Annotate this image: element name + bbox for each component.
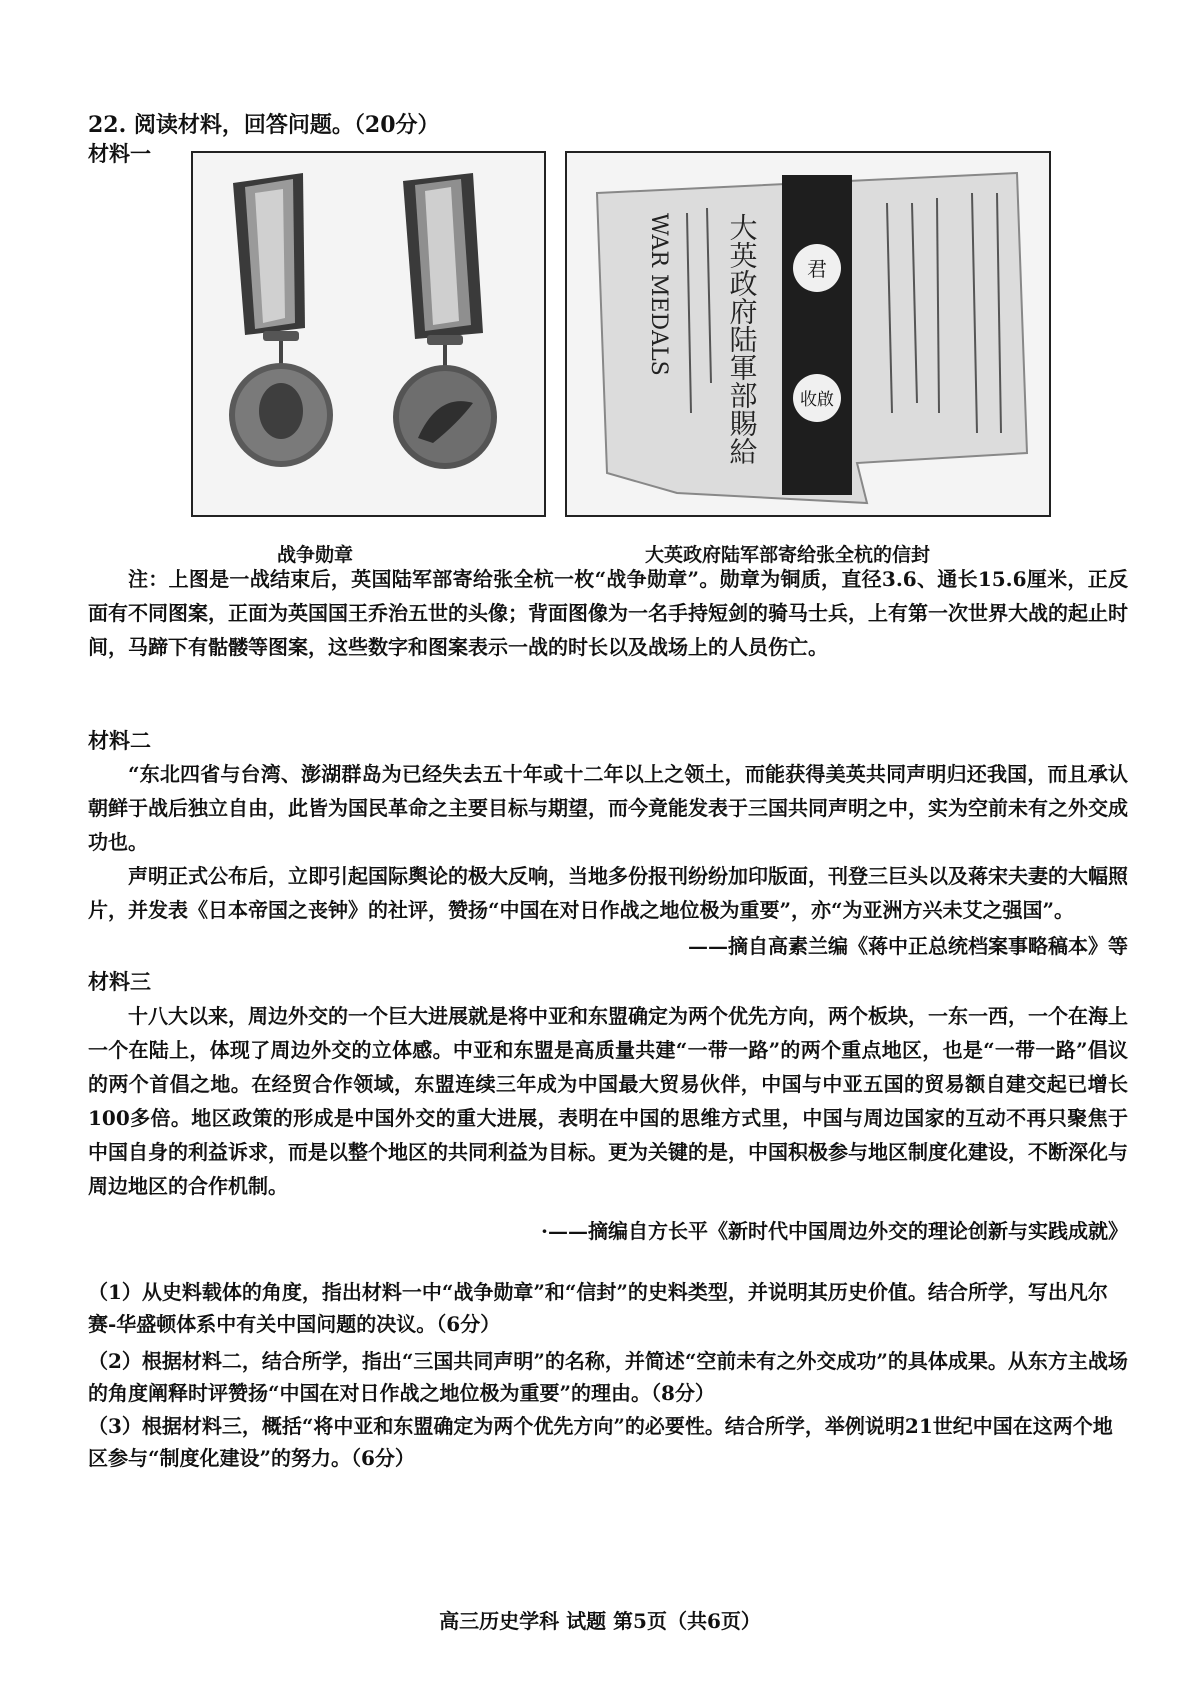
envelope-vertical-text: 大英政府陆軍部賜給 — [725, 213, 759, 465]
material2-source: ——摘自高素兰编《蒋中正总统档案事略稿本》等 — [688, 934, 1128, 958]
envelope-photo — [565, 151, 1051, 517]
material3-label: 材料三 — [88, 969, 151, 994]
material2-para1: “东北四省与台湾、澎湖群岛为已经失去五十年或十二年以上之领土，而能获得美英共同声明归还我国，而且承认朝鲜于战后独立自由，此皆为国民革命之主要目标与期望，而今竟能发表于三国共同声明之中，实为空前未有之外交成功也。 — [88, 762, 1128, 854]
envelope-english-label: WAR MEDALS — [646, 213, 671, 376]
material1-note: 注：上图是一战结束后，英国陆军部寄给张全杭一枚“战争勋章”。勋章为铜质，直径3.6、通长15.6厘米，正反面有不同图案，正面为英国国王乔治五世的头像；背面图像为一名手持短剑的骑马士兵，上有第一次世界大战的起止时间，马蹄下有骷髅等图案，这些数字和图案表示一战的时长以及战场上的人员伤亡。 — [88, 567, 1128, 659]
question-title: 22. 阅读材料，回答问题。（20分） — [88, 112, 440, 138]
sub-question-2: （2）根据材料二，结合所学，指出“三国共同声明”的名称，并简述“空前未有之外交成功”的具体成果。从东方主战场的角度阐释时评赞扬“中国在对日作战之地位极为重要”的理由。（8分） — [88, 1349, 1128, 1405]
envelope-char-jun: 君 — [807, 257, 827, 281]
war-medal-illustration — [193, 153, 544, 515]
page-footer: 高三历史学科 试题 第5页（共6页） — [439, 1609, 761, 1633]
material2-label: 材料二 — [88, 728, 151, 753]
envelope-char-shouqi: 收啟 — [800, 390, 834, 410]
material3-para1: 十八大以来，周边外交的一个巨大进展就是将中亚和东盟确定为两个优先方向，两个板块，一东一西，一个在海上一个在陆上，体现了周边外交的立体感。中亚和东盟是高质量共建“一带一路”的两个重点地区，也是“一带一路”倡议的两个首倡之地。在经贸合作领域，东盟连续三年成为中国最大贸易伙伴，中国与中亚五国的贸易额自建交起已增长100多倍。地区政策的形成是中国外交的重大进展，表明在中国的思维方式里，中国与周边国家的互动不再只聚焦于中国自身的利益诉求，而是以整个地区的共同利益为目标。更为关键的是，中国积极参与地区制度化建设，不断深化与周边地区的合作机制。 — [88, 1004, 1128, 1198]
material2-para2: 声明正式公布后，立即引起国际舆论的极大反响，当地多份报刊纷纷加印版面，刊登三巨头以及蒋宋夫妻的大幅照片，并发表《日本帝国之丧钟》的社评，赞扬“中国在对日作战之地位极为重要”，亦“为亚洲方兴未艾之强国”。 — [88, 864, 1128, 922]
material3-source: ·——摘编自方长平《新时代中国周边外交的理论创新与实践成就》 — [541, 1219, 1128, 1243]
envelope-illustration — [567, 153, 1049, 515]
sub-question-3: （3）根据材料三，概括“将中亚和东盟确定为两个优先方向”的必要性。结合所学，举例说明21世纪中国在这两个地区参与“制度化建设”的努力。（6分） — [88, 1414, 1113, 1470]
envelope-caption: 大英政府陆军部寄给张全杭的信封 — [645, 544, 931, 566]
war-medal-photo — [191, 151, 546, 517]
material1-label: 材料一 — [88, 141, 151, 166]
medal-caption: 战争勋章 — [277, 544, 354, 566]
sub-question-1: （1）从史料载体的角度，指出材料一中“战争勋章”和“信封”的史料类型，并说明其历史价值。结合所学，写出凡尔赛-华盛顿体系中有关中国问题的决议。（6分） — [88, 1280, 1108, 1336]
